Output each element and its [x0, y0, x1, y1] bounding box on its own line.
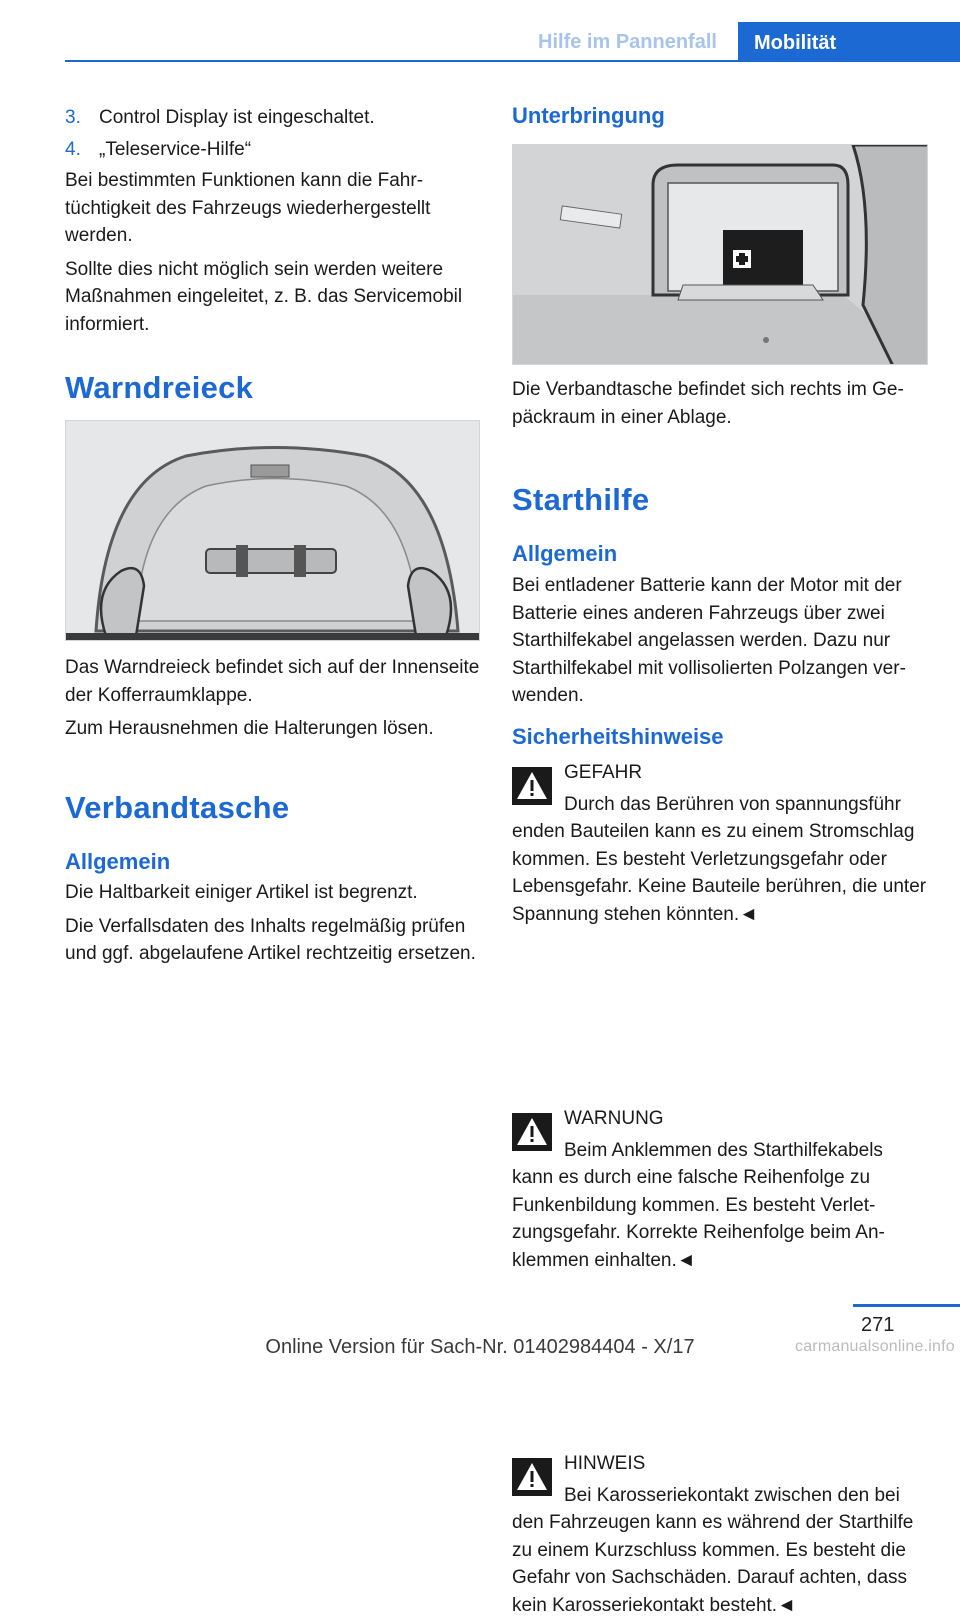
warning-hinweis: [512, 1450, 930, 1619]
paragraph: Sollte dies nicht möglich sein werden weitere Maßnahmen eingeleitet, z. B. das Servicemobil informiert.: [65, 258, 463, 335]
paragraph: Bei bestimmten Funktionen kann die Fahrtüchtigkeit des Fahrzeugs wiederhergestellt werden.: [65, 170, 431, 246]
paragraph: Zum Herausnehmen die Halterungen lösen.: [65, 718, 434, 739]
list-item: [65, 104, 480, 132]
paragraph: Die Haltbarkeit einiger Artikel ist begrenzt.: [65, 882, 418, 903]
heading-verbandtasche: Verbandtasche: [65, 790, 290, 825]
list-number: 4.: [65, 138, 81, 160]
list-text: Control Display ist eingeschaltet.: [99, 107, 375, 128]
unterbringung-text: Die Verbandtasche befindet sich rechts im Gepäckraum in einer Ablage.: [512, 379, 904, 428]
warning-text: den Fahrzeugen kann es während der Starthilfe zu einem Kurzschluss kommen. Es besteht die Gefahr von Sachschäden. Darauf achten, dass kein Karosseriekontakt besteht.◄: [512, 1512, 914, 1616]
left-column: [65, 104, 480, 338]
warning-text: Durch das Berühren von spannungsführ: [564, 793, 901, 815]
page-number: 271: [861, 1314, 895, 1336]
heading-starthilfe: Starthilfe: [512, 482, 650, 517]
list-item: [65, 136, 480, 164]
trunk-lid-illustration: [66, 421, 480, 641]
warning-label: GEFAHR: [564, 762, 643, 783]
footer-rule: [853, 1304, 960, 1307]
list-number: 3.: [65, 107, 81, 128]
trunk-storage-illustration: [513, 145, 928, 365]
subheading-allgemein: Allgemein: [65, 849, 171, 874]
warning-text: kann es durch eine falsche Reihenfolge zu Funkenbildung kommen. Es besteht Verletzungsgefahr. Korrekte Reihenfolge beim Anklemmen einhalten.◄: [512, 1167, 885, 1271]
heading-warndreieck: Warndreieck: [65, 370, 254, 405]
paragraph: Die Verfallsdaten des Inhalts regelmäßig prüfen und ggf. abgelaufene Artikel rechtzeitig ersetzen.: [65, 915, 476, 964]
warning-triangle-icon: [512, 767, 552, 805]
heading-unterbringung: Unterbringung: [512, 103, 665, 128]
section-tab: Hilfe im Pannenfall: [520, 22, 735, 60]
watermark: carmanualsonline.info: [795, 1338, 955, 1355]
warning-warnung: [512, 1105, 930, 1274]
warning-triangle-icon: [512, 1458, 552, 1496]
warning-gefahr: [512, 759, 930, 928]
warning-text: enden Bauteilen kann es zu einem Stromschlag kommen. Es besteht Verletzungsgefahr oder Lebensgefahr. Keine Bauteile berühren, die unter Spannung stehen könnten.◄: [512, 821, 927, 925]
starthilfe-text: Bei entladener Batterie kann der Motor mit der Batterie eines anderen Fahrzeugs über zwei Starthilfekabel angelassen werden. Dazu nur Starthilfekabel mit vollisolierten Polzangen verwenden.: [512, 575, 906, 706]
warning-triangle-image: [65, 420, 480, 641]
warning-label: WARNUNG: [564, 1108, 664, 1129]
subheading-allgemein: Allgemein: [512, 541, 618, 566]
warndreieck-text: [65, 654, 480, 743]
warning-text: Bei Karosseriekontakt zwischen den bei: [564, 1484, 900, 1506]
list-text: „Teleservice-Hilfe“: [99, 138, 252, 160]
verbandtasche-text: [65, 879, 480, 968]
footer-online-version: Online Version für Sach-Nr. 01402984404 - X/17: [265, 1336, 695, 1358]
warning-text: Beim Anklemmen des Starthilfekabels: [564, 1139, 883, 1161]
paragraph: Das Warndreieck befindet sich auf der Innenseite der Kofferraumklappe.: [65, 657, 480, 706]
warning-triangle-icon: [512, 1113, 552, 1151]
first-aid-kit-image: [512, 144, 928, 365]
warning-label: HINWEIS: [564, 1453, 646, 1474]
heading-sicherheitshinweise: Sicherheitshinweise: [512, 724, 724, 749]
chapter-tab: Mobilität: [738, 22, 960, 62]
header-rule: [65, 60, 960, 62]
